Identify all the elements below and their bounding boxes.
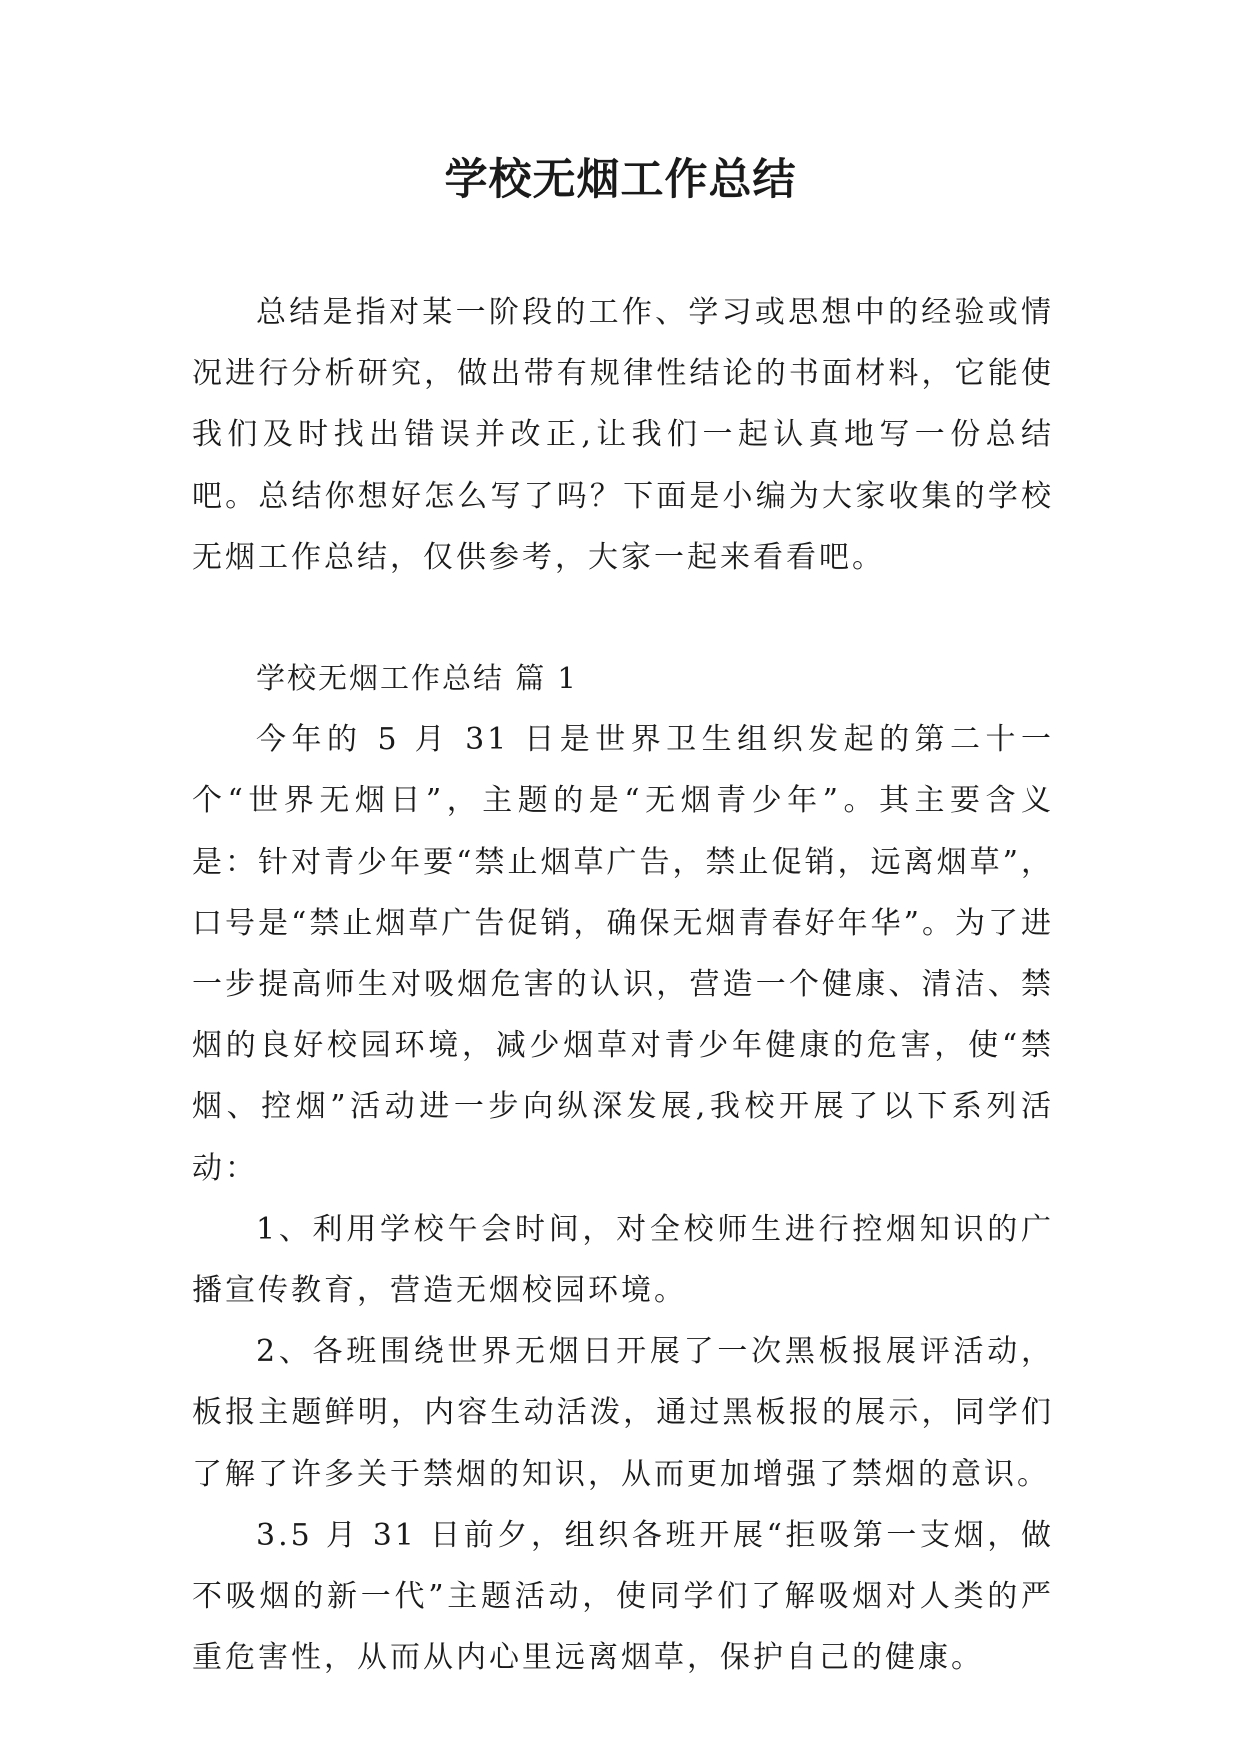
document-title: 学校无烟工作总结 (444, 155, 797, 205)
body-paragraph: 今年的 5 月 31 日是世界卫生组织发起的第二十一个“世界无烟日”，主题的是“无烟青少年”。其主要含义是：针对青少年要“禁止烟草广告，禁止促销，远离烟草”，口号是“禁止烟草广告促销，确保无烟青春好年华”。为了进一步提高师生对吸烟危害的认识，营造一个健康、清洁、禁烟的良好校园环境，减少烟草对青少年健康的危害，使“禁烟、控烟”活动进一步向纵深发展,我校开展了以下系列活动： (192, 722, 1054, 1186)
section-heading: 学校无烟工作总结 篇 1 (256, 661, 578, 696)
section-spacer (192, 588, 1054, 648)
body-paragraph: 2、各班围绕世界无烟日开展了一次黑板报展评活动，板报主题鲜明，内容生动活泼，通过黑板报的展示，同学们了解了许多关于禁烟的知识，从而更加增强了禁烟的意识。 (192, 1334, 1054, 1492)
intro-paragraph: 总结是指对某一阶段的工作、学习或思想中的经验或情况进行分析研究，做出带有规律性结论的书面材料，它能使我们及时找出错误并改正,让我们一起认真地写一份总结吧。总结你想好怎么写了吗？下面是小编为大家收集的学校无烟工作总结，仅供参考，大家一起来看看吧。 (192, 295, 1054, 575)
body-paragraph: 1、利用学校午会时间，对全校师生进行控烟知识的广播宣传教育，营造无烟校园环境。 (192, 1211, 1054, 1309)
document-body (192, 282, 1054, 1688)
body-paragraph: 3.5 月 31 日前夕，组织各班开展“拒吸第一支烟，做不吸烟的新一代”主题活动，使同学们了解吸烟对人类的严重危害性，从而从内心里远离烟草，保护自己的健康。 (192, 1517, 1054, 1676)
